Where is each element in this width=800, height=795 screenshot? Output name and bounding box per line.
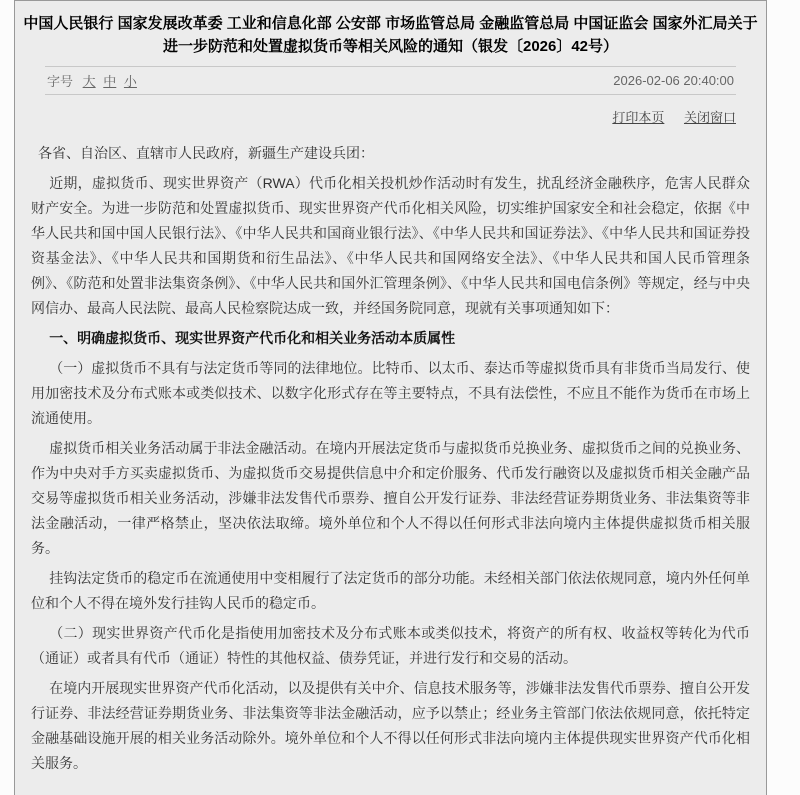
font-size-small-link[interactable]: 小 bbox=[123, 74, 137, 89]
divider-bottom bbox=[45, 94, 736, 95]
font-size-medium-link[interactable]: 中 bbox=[103, 74, 117, 89]
paragraph-intro: 近期，虚拟货币、现实世界资产（RWA）代币化相关投机炒作活动时有发生，扰乱经济金融秩序，危害人民群众财产安全。为进一步防范和处置虚拟货币、现实世界资产代币化相关风险，切实维护国家安全和社会稳定，依据《中华人民共和国中国人民银行法》、《中华人民共和国商业银行法》、《中华人民共和国证券法》、《中华人民共和国证券投资基金法》、《中华人民共和国期货和衍生品法》、《中华人民共和国网络安全法》、《中华人民共和国人民币管理条例》、《防范和处置非法集资条例》、《中华人民共和国外汇管理条例》、《中华人民共和国电信条例》等规定，经与中央网信办、最高人民法院、最高人民检察院达成一致，并经国务院同意，现就有关事项通知如下： bbox=[31, 175, 750, 316]
font-size-label: 字号 bbox=[47, 74, 74, 89]
paragraph-illegal-activities: 虚拟货币相关业务活动属于非法金融活动。在境内开展法定货币与虚拟货币兑换业务、虚拟货币之间的兑换业务、作为中央对手方买卖虚拟货币、为虚拟货币交易提供信息中介和定价服务、代币发行融资以及虚拟货币相关金融产品交易等虚拟货币相关业务活动，涉嫌非法发售代币票券、擅自公开发行证券、非法经营证券期货业务、非法集资等非法金融活动，一律严格禁止，坚决依法取缔。境外单位和个人不得以任何形式非法向境内主体提供虚拟货币相关服务。 bbox=[31, 440, 750, 556]
paragraph-item-1: （一）虚拟货币不具有与法定货币等同的法律地位。比特币、以太币、泰达币等虚拟货币具有非货币当局发行、使用加密技术及分布式账本或类似技术、以数字化形式存在等主要特点，不具有法偿性，不应且不能作为货币在市场上流通使用。 bbox=[31, 360, 750, 426]
paragraph-rwa-ban: 在境内开展现实世界资产代币化活动，以及提供有关中介、信息技术服务等，涉嫌非法发售代币票券、擅自公开发行证券、非法经营证券期货业务、非法集资等非法金融活动，应予以禁止；经业务主管部门依法依规同意，依托特定金融基础设施开展的相关业务活动除外。境外单位和个人不得以任何形式非法向境内主体提供现实世界资产代币化相关服务。 bbox=[31, 680, 750, 771]
document-body bbox=[15, 126, 766, 795]
font-size-controls bbox=[47, 71, 139, 90]
paragraph-stablecoin: 挂钩法定货币的稳定币在流通使用中变相履行了法定货币的部分功能。未经相关部门依法依规同意，境内外任何单位和个人不得在境外发行挂钩人民币的稳定币。 bbox=[31, 570, 750, 611]
notice-panel bbox=[14, 0, 767, 795]
salutation: 各省、自治区、直辖市人民政府，新疆生产建设兵团： bbox=[38, 145, 374, 161]
close-window-link[interactable]: 关闭窗口 bbox=[683, 110, 736, 125]
font-size-large-link[interactable]: 大 bbox=[82, 74, 96, 89]
toolbar bbox=[45, 67, 736, 94]
section-heading-1: 一、明确虚拟货币、现实世界资产代币化和相关业务活动本质属性 bbox=[49, 330, 456, 346]
page-title: 中国人民银行 国家发展改革委 工业和信息化部 公安部 市场监管总局 金融监管总局 中国证监会 国家外汇局关于进一步防范和处置虚拟货币等相关风险的通知（银发〔2026〕42号） bbox=[23, 15, 758, 55]
paragraph-item-2: （二）现实世界资产代币化是指使用加密技术及分布式账本或类似技术，将资产的所有权、收益权等转化为代币（通证）或者具有代币（通证）特性的其他权益、债券凭证，并进行发行和交易的活动。 bbox=[31, 625, 750, 666]
publish-datetime: 2026-02-06 20:40:00 bbox=[613, 73, 734, 88]
print-page-link[interactable]: 打印本页 bbox=[612, 110, 665, 125]
actions-bar bbox=[45, 110, 736, 126]
